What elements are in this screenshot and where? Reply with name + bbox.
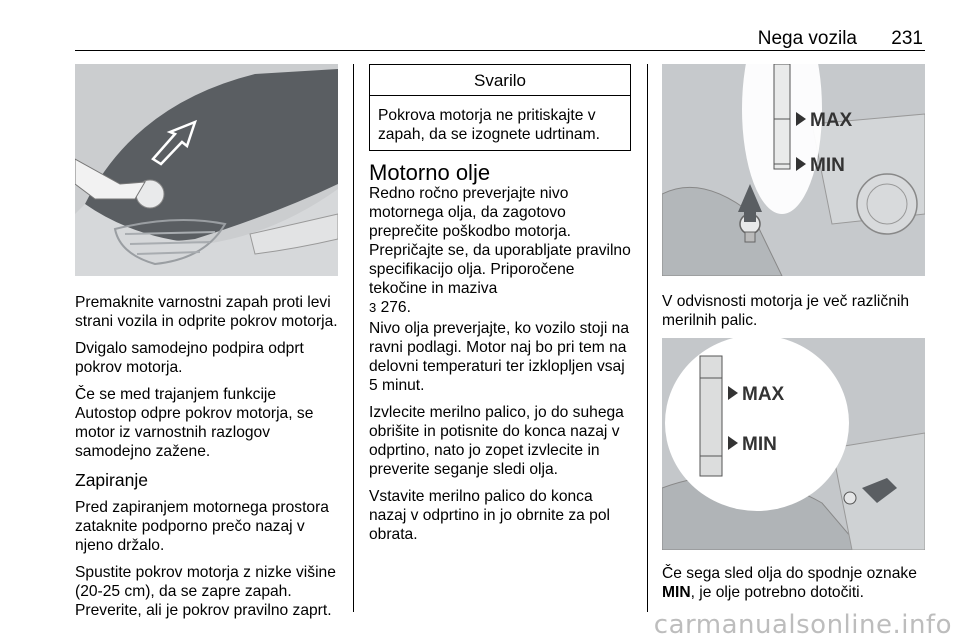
paragraph: Vstavite merilno palico do konca nazaj v odprtino in jo obrnite za pol obrata. <box>369 488 610 543</box>
paragraph: V odvisnosti motorja je več različnih merilnih palic. <box>662 293 910 329</box>
max-label: MAX <box>742 384 785 405</box>
dipstick-illustration-2 <box>662 338 925 550</box>
paragraph: Če se med trajanjem funkcije Autostop odpre pokrov motorja, se motor iz varnostnih razlogov samodejno zažene. <box>75 386 314 460</box>
hood-illustration <box>75 64 338 276</box>
page-header-title: Nega vozila <box>757 28 857 49</box>
section-heading-engine-oil: Motorno olje <box>369 160 491 185</box>
paragraph: Nivo olja preverjajte, ko vozilo stoji na ravni podlagi. Motor naj bo pri tem na delovni temperaturi ter izklopljen vsaj 5 minut. <box>369 320 630 394</box>
min-emphasis: MIN <box>662 584 691 601</box>
column-divider <box>353 64 354 612</box>
watermark: carmanualsonline.info <box>653 610 952 640</box>
min-label: MIN <box>810 155 845 176</box>
figure-dipstick-1 <box>662 64 925 276</box>
section-heading-closing: Zapiranje <box>75 470 148 490</box>
max-label: MAX <box>810 110 853 131</box>
column-middle <box>369 64 634 544</box>
warning-title: Svarilo <box>370 65 630 96</box>
paragraph-text: Redno ročno preverjajte nivo motornega olja, da zagotovo preprečite poškodbo motorja. Prepričajte se, da uporabljate pravilno specifikacijo olja. Priporočene tekočine in maziva <box>369 185 631 297</box>
figure-dipstick-2 <box>662 338 925 550</box>
reference-arrow-icon: 3 <box>369 300 377 315</box>
page-header <box>75 28 925 51</box>
paragraph <box>662 564 927 602</box>
paragraph: Pred zapiranjem motornega prostora zataknite podporno prečo nazaj v njeno držalo. <box>75 499 329 554</box>
column-divider <box>647 64 648 612</box>
paragraph-text: Če sega sled olja do spodnje oznake <box>662 565 917 582</box>
page-number: 231 <box>891 28 923 49</box>
column-left <box>75 64 340 620</box>
column-right <box>662 64 927 602</box>
paragraph: Dvigalo samodejno podpira odprt pokrov motorja. <box>75 340 304 376</box>
paragraph-text: , je olje potrebno dotočiti. <box>690 584 864 601</box>
paragraph: Spustite pokrov motorja z nizke višine (20-25 cm), da se zapre zapah. Preverite, ali je pokrov pravilno zaprt. <box>75 564 336 619</box>
dipstick-illustration-1 <box>662 64 925 276</box>
paragraph: Izvlecite merilno palico, jo do suhega obrišite in potisnite do konca nazaj v odprtino, nato jo zopet izvlecite in preverite seganje sledi olja. <box>369 404 624 478</box>
warning-box <box>369 64 631 151</box>
paragraph <box>369 184 634 317</box>
page-reference-link[interactable]: 276. <box>376 299 411 316</box>
figure-open-hood <box>75 64 338 276</box>
min-label: MIN <box>742 434 777 455</box>
warning-text: Pokrova motorja ne pritiskajte v zapah, da se izognete udrtinam. <box>378 107 600 143</box>
paragraph: Premaknite varnostni zapah proti levi strani vozila in odprite pokrov motorja. <box>75 294 338 330</box>
